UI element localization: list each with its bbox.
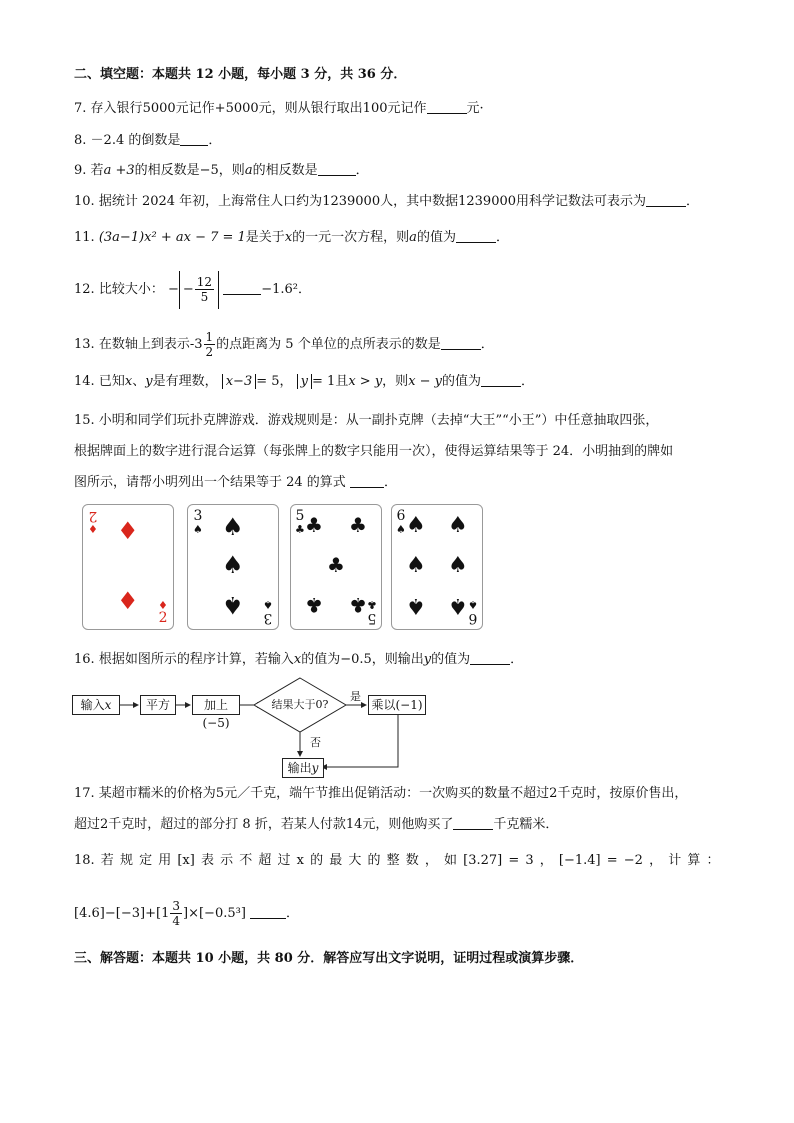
q10-number: 10.	[74, 194, 95, 209]
q9-end: ．	[355, 163, 369, 178]
q13-numerator: 1	[205, 330, 214, 344]
q18-term-3: [1 $\frac{3}{4}$ ]	[155, 899, 189, 928]
q18-line-1: 18. 若 规 定 用 [x] 表 示 不 超 过 x 的 最 大 的 整 数 ， 如 [3.27] = 3 ， [−1.4] = −2 ， 计 算 ：	[74, 853, 720, 868]
q13-end: ．	[480, 337, 494, 352]
q7-value-3: 100	[362, 101, 388, 116]
q16-text-a: 根据如图所示的程序计算，若输入	[98, 652, 294, 667]
card-suit-small-icon: ♣	[295, 523, 305, 536]
q9-text-c: ，则	[218, 163, 245, 178]
q18-term-1: [4.6]	[74, 906, 105, 921]
q10-text-b: 人，其中数据	[380, 194, 459, 209]
q10-text-a: 据统计 2024 年初，上海常住人口约为	[98, 194, 323, 209]
q12-rhs: −1.6²	[261, 282, 298, 297]
q14-number: 14.	[74, 374, 95, 389]
flow-no-label: 否	[310, 736, 321, 749]
q7-text-c: 元，则从银行取出	[258, 101, 363, 116]
q11-variable-a: a	[409, 230, 417, 245]
q16-answer-blank[interactable]	[470, 652, 510, 665]
q18-answer-blank[interactable]	[250, 906, 286, 919]
q13-denominator: 2	[205, 345, 214, 359]
question-14	[74, 373, 534, 391]
q16-text-b: 的值为	[301, 652, 341, 667]
q16-text-c: ，则输出	[371, 652, 424, 667]
q7-text-d: 元记作	[387, 101, 427, 116]
q18-end: ．	[286, 906, 300, 921]
q13-fraction	[204, 330, 216, 359]
q11-text-b: 的一元一次方程，则	[292, 230, 410, 245]
spade-icon: ♠	[406, 553, 426, 578]
q18-term-2: [−3]	[115, 906, 146, 921]
q9-text-d: 的相反数是	[252, 163, 318, 178]
q9-variable: a	[244, 163, 253, 178]
flowchart-connectors	[70, 676, 430, 780]
section-3-header: 三、解答题：本题共 10 小题，共 80 分．解答应写出文字说明，证明过程或演算步骤．	[74, 951, 584, 966]
q17-line-1: 17. 某超市糯米的价格为5元／千克，端午节推出促销活动：一次购买的数量不超过2千克时，按原价售出，	[74, 786, 688, 801]
q13-number: 13.	[74, 337, 95, 352]
q15-line-1: 15. 小明和同学们玩扑克牌游戏．游戏规则是：从一副扑克牌（去掉“大王”“小王”）中任意抽取四张，	[74, 413, 659, 428]
q10-end: ．	[686, 194, 700, 209]
card-3-spades	[187, 504, 279, 630]
flow-output-box: 输出y	[282, 758, 324, 778]
spade-icon: ♠	[222, 551, 244, 579]
q18-line-2: [4.6]−[−3]+[1 $\frac{3}{4}$ ]×[−0.5³] ．	[74, 899, 300, 928]
section-2-header: 二、填空题：本题共 12 小题，每小题 3 分，共 36 分．	[74, 67, 407, 82]
q11-end: ．	[495, 230, 509, 245]
flow-square-box: 平方	[140, 695, 176, 715]
q12-text: 比较大小：	[98, 282, 164, 297]
q15-line-3	[74, 474, 397, 492]
q9-number: 9.	[74, 163, 87, 178]
q14-expression: x − y	[408, 374, 443, 389]
program-flowchart	[70, 676, 430, 780]
q15-answer-blank[interactable]	[350, 475, 384, 488]
q16-var-y: y	[423, 652, 432, 667]
q8-answer-blank[interactable]	[180, 133, 208, 146]
card-6-spades	[391, 504, 483, 630]
q16-number: 16.	[74, 652, 95, 667]
card-rank-bottom: 2	[158, 610, 168, 626]
q7-text-b: 元记作	[175, 101, 215, 116]
q14-text-d: ，则	[382, 374, 409, 389]
q9-text-b: 的相反数是	[134, 163, 200, 178]
card-rank-bottom: 5	[367, 610, 377, 626]
q8-number: 8.	[74, 133, 87, 148]
flow-multiply-box: 乘以(−1)	[368, 695, 426, 715]
question-16	[74, 651, 523, 669]
question-8	[74, 132, 221, 150]
q13-answer-blank[interactable]	[441, 337, 481, 350]
q14-separator: 、	[132, 374, 146, 389]
q11-equation: (3a−1)x² + ax − 7 = 1	[98, 230, 246, 245]
q10-text-c: 用科学记数法可表示为	[516, 194, 647, 209]
q8-text: －2.4 的倒数是	[90, 133, 181, 148]
q10-answer-blank[interactable]	[646, 194, 686, 207]
spade-icon: ♠	[448, 593, 468, 618]
q12-number: 12.	[74, 282, 95, 297]
flow-add-box: 加上(−5)	[192, 695, 240, 715]
q8-end: ．	[208, 133, 222, 148]
q9-text-a: 若	[90, 163, 104, 178]
club-icon: ♣	[305, 593, 323, 617]
club-icon: ♣	[305, 513, 323, 537]
card-rank-top: 5	[295, 508, 305, 524]
q12-end: ．	[298, 282, 312, 297]
diamond-icon: ♦	[117, 587, 139, 615]
spade-icon: ♠	[406, 593, 426, 618]
card-2-diamonds	[82, 504, 174, 630]
q7-number: 7.	[74, 101, 87, 116]
q14-eq-1: = 5，	[256, 374, 293, 389]
card-suit-small-icon: ♠	[468, 598, 478, 611]
card-suit-small-icon: ♠	[263, 598, 273, 611]
q7-text-a: 存入银行	[90, 101, 143, 116]
card-suit-small-icon: ♠	[193, 523, 203, 536]
q11-variable-x: x	[284, 230, 293, 245]
club-icon: ♣	[349, 593, 367, 617]
card-rank-top: 2	[88, 508, 98, 524]
q17-answer-blank[interactable]	[453, 817, 493, 830]
q13-text-b: 的点距离为 5 个单位的点所表示的数是	[216, 337, 441, 352]
q9-value: −5	[199, 163, 219, 178]
q14-var-y: y	[145, 374, 153, 389]
q12-denominator: 5	[200, 289, 209, 304]
q14-answer-blank[interactable]	[481, 374, 521, 387]
card-suit-small-icon: ♦	[88, 523, 98, 536]
q12-fraction	[195, 275, 214, 304]
q10-value-1: 1239000	[322, 194, 381, 209]
spade-icon: ♠	[222, 513, 244, 541]
q13-mixed-whole: -3	[189, 337, 203, 352]
q12-absolute-value: − $\frac{12}{5}$	[179, 271, 219, 309]
flow-decision-label: 结果大于0?	[271, 698, 329, 711]
q14-text-f: 的值为	[442, 374, 482, 389]
question-10	[74, 193, 699, 211]
playing-cards-figure	[82, 504, 482, 632]
q16-text-d: 的值为	[431, 652, 471, 667]
q11-number: 11.	[74, 230, 95, 245]
spade-icon: ♠	[448, 553, 468, 578]
flow-yes-label: 是	[350, 690, 361, 703]
q14-condition: x > y	[348, 374, 383, 389]
q13-text-a: 在数轴上到表示	[98, 337, 190, 352]
q14-abs-1: x−3	[222, 374, 257, 389]
q11-text-a: 是关于	[245, 230, 285, 245]
q16-value: −0.5	[340, 652, 372, 667]
diamond-icon: ♦	[117, 517, 139, 545]
q15-line-3-text: 图所示，请帮小明列出一个结果等于 24 的算式	[74, 475, 346, 490]
q14-text-c: 且	[335, 374, 349, 389]
q14-text-a: 已知	[98, 374, 125, 389]
q7-text-e: 元·	[466, 101, 484, 116]
card-suit-small-icon: ♣	[367, 598, 377, 611]
spade-icon: ♠	[222, 591, 244, 619]
q7-value-2: +5000	[214, 101, 259, 116]
q9-answer-blank[interactable]	[318, 163, 356, 176]
question-9	[74, 162, 369, 180]
flow-input-box: 输入x	[72, 695, 120, 715]
question-12	[74, 270, 311, 310]
q14-abs-2: y	[297, 374, 312, 389]
club-icon: ♣	[327, 553, 345, 577]
card-rank-bottom: 6	[468, 610, 478, 626]
club-icon: ♣	[349, 513, 367, 537]
card-suit-small-icon: ♠	[396, 523, 406, 536]
q14-text-b: 是有理数，	[152, 374, 218, 389]
q18-term-4: [−0.5³]	[198, 906, 246, 921]
card-5-clubs	[290, 504, 382, 630]
card-rank-top: 6	[396, 508, 406, 524]
q15-end: ．	[383, 475, 397, 490]
q11-text-c: 的值为	[416, 230, 456, 245]
q16-var-x: x	[293, 652, 302, 667]
q7-answer-blank[interactable]	[427, 101, 467, 114]
card-rank-bottom: 3	[263, 610, 273, 626]
card-rank-top: 3	[193, 508, 203, 524]
q12-answer-blank[interactable]	[223, 282, 261, 295]
q16-end: ．	[510, 652, 524, 667]
q12-numerator: 12	[196, 274, 213, 289]
q14-var-x: x	[124, 374, 133, 389]
question-13	[74, 330, 494, 360]
q17-line-2: 超过2千克时，超过的部分打 8 折，若某人付款14元，则他购买了 千克糯米．	[74, 817, 559, 832]
q9-expression: a +3	[103, 163, 135, 178]
q15-line-2: 根据牌面上的数字进行混合运算（每张牌上的数字只能用一次），使得运算结果等于 24．小明抽到的牌如	[74, 444, 674, 459]
spade-icon: ♠	[448, 513, 468, 538]
question-7	[74, 100, 484, 118]
question-11	[74, 229, 509, 247]
q14-eq-2: = 1	[312, 374, 336, 389]
q14-end: ．	[521, 374, 535, 389]
q11-answer-blank[interactable]	[456, 230, 496, 243]
q12-minus: −	[167, 282, 179, 297]
q7-value-1: 5000	[142, 101, 176, 116]
spade-icon: ♠	[406, 513, 426, 538]
card-suit-small-icon: ♦	[158, 598, 168, 611]
q10-value-2: 1239000	[458, 194, 517, 209]
